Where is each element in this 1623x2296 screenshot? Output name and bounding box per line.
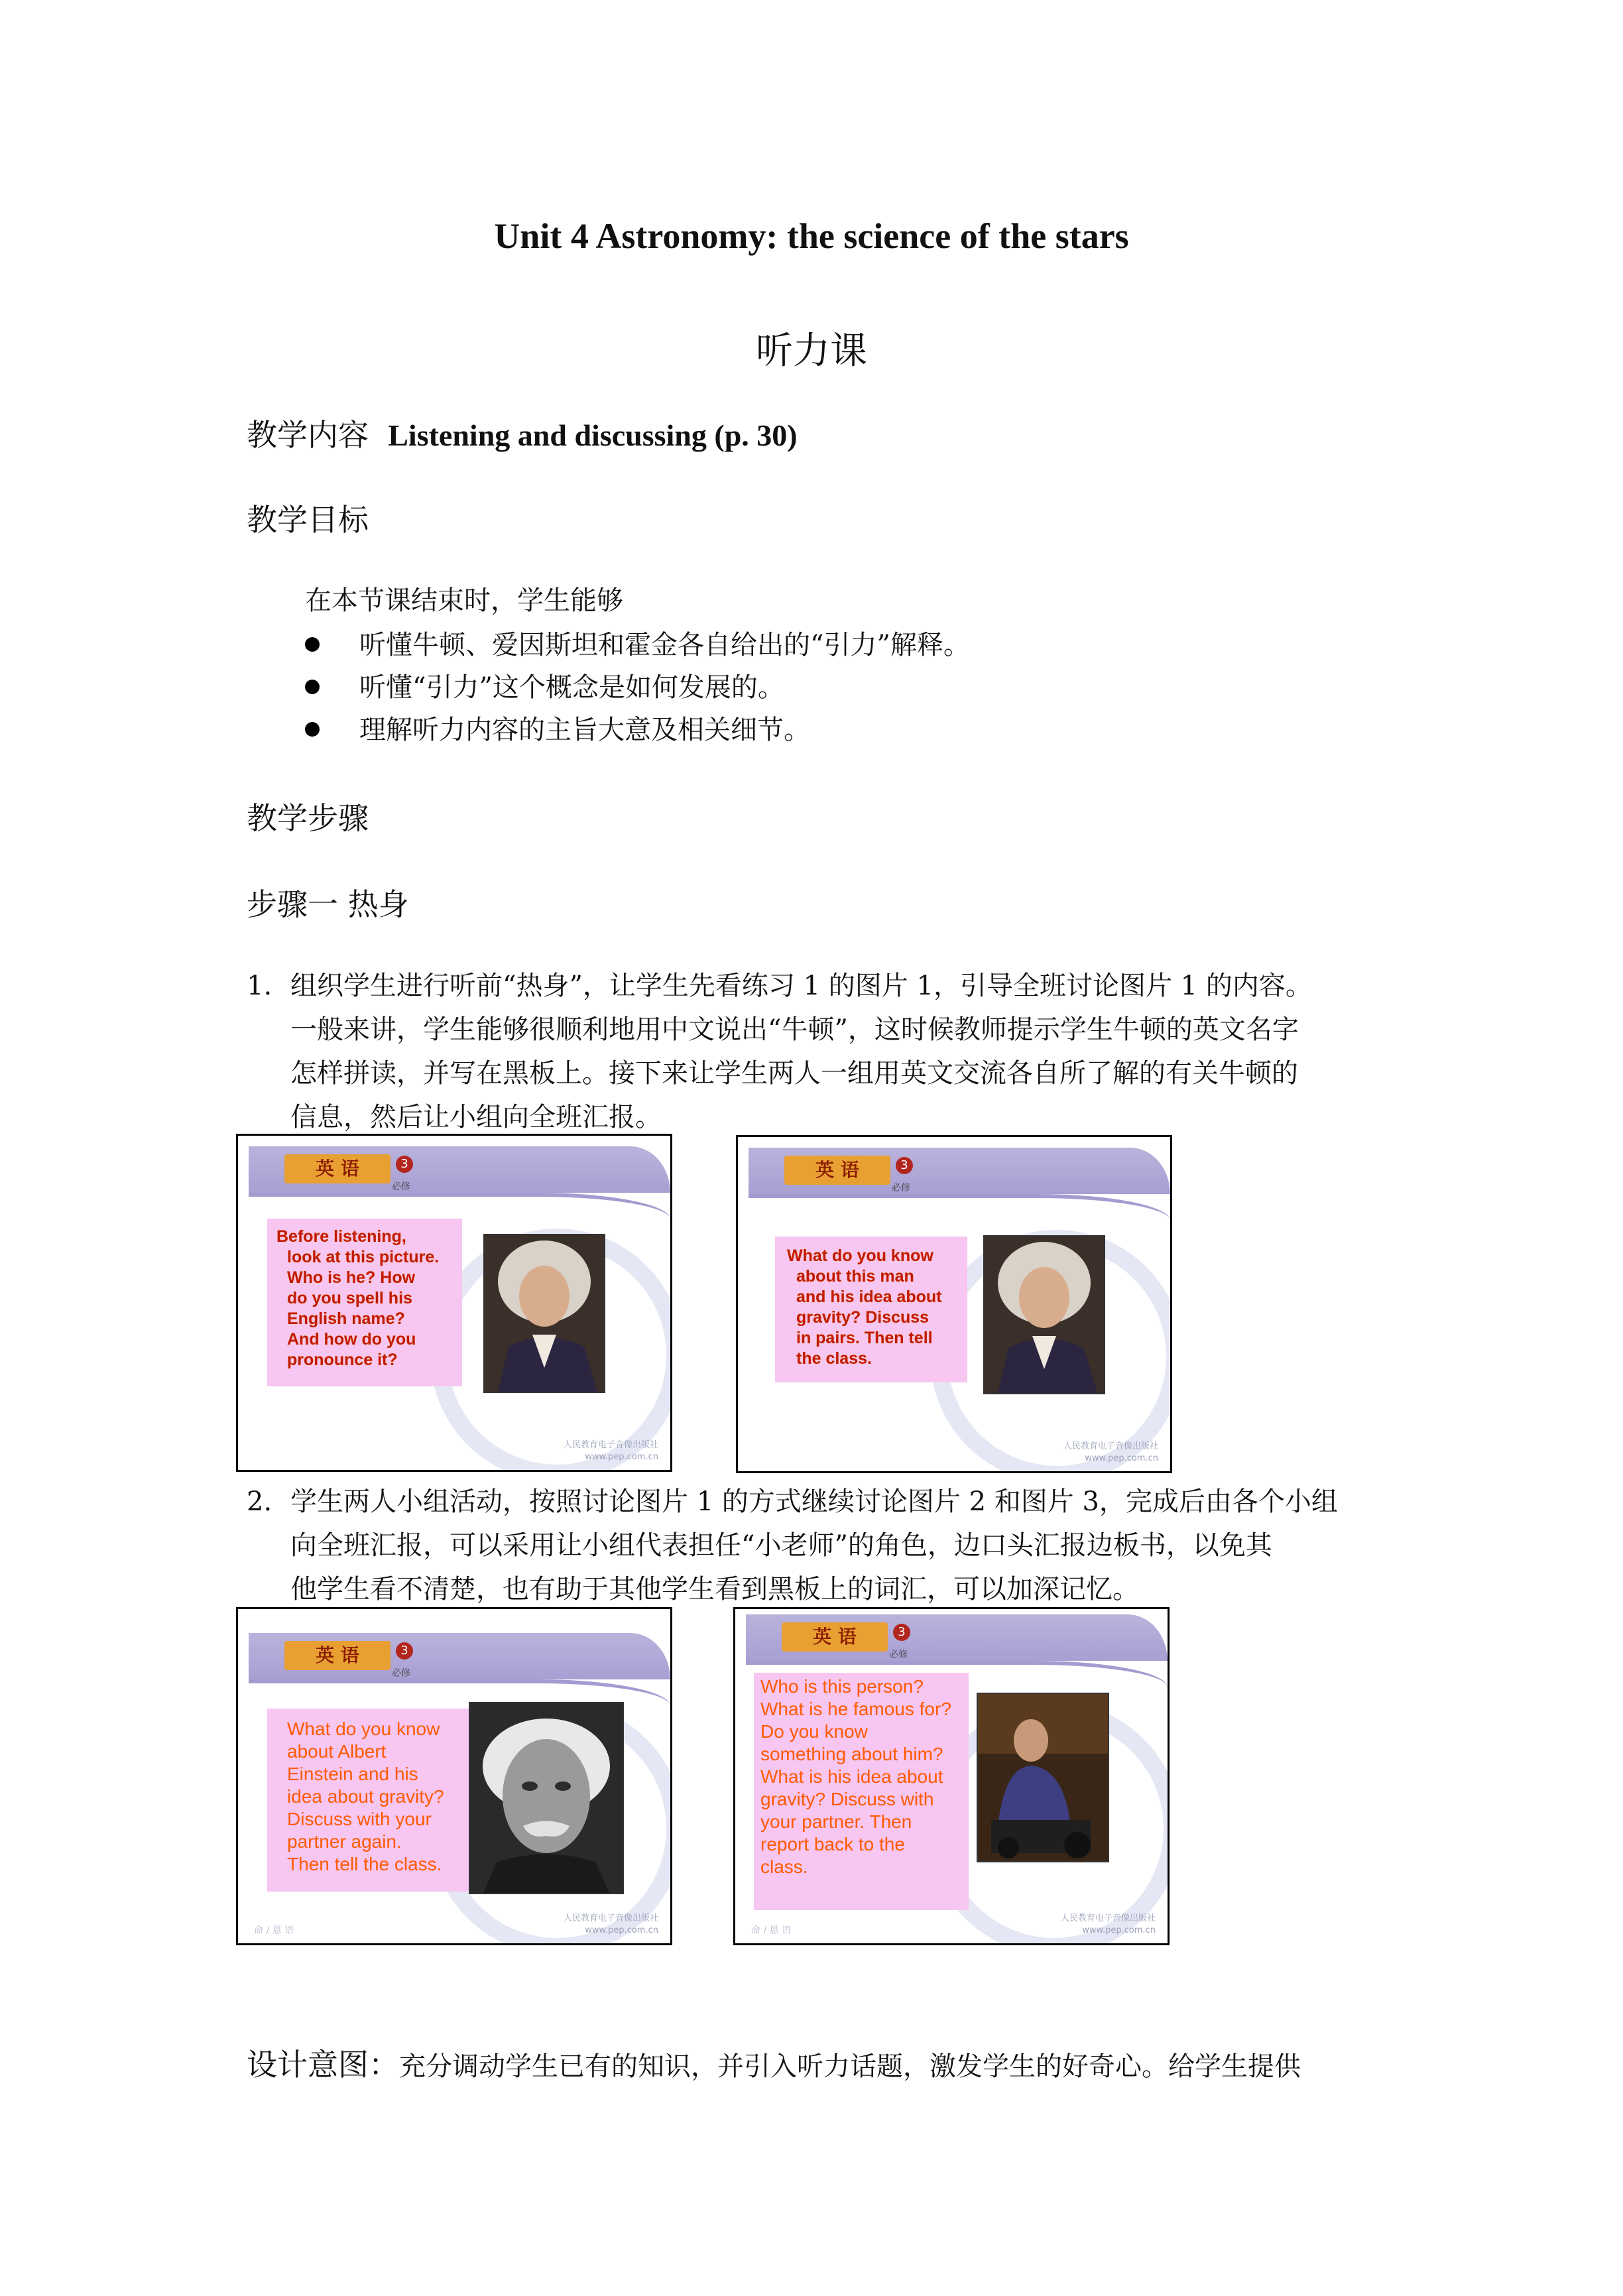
- volume-badge: 3: [396, 1642, 413, 1660]
- volume-badge: 3: [396, 1156, 413, 1173]
- bullet-icon: [305, 637, 320, 652]
- newton-portrait: [483, 1234, 605, 1393]
- slide-text-box: What do you know about Albert Einstein and his idea about gravity? Discuss with your partner again. Then tell the class.: [267, 1709, 469, 1892]
- step1-heading: 步骤一 热身: [247, 886, 409, 922]
- slide-newton-1: [236, 1134, 672, 1472]
- portrait-image: [470, 1703, 623, 1893]
- objectives-heading: 教学目标: [247, 502, 369, 538]
- content-label: 教学内容: [247, 417, 369, 453]
- item1-line: 信息，然后让小组向全班汇报。: [290, 1102, 662, 1132]
- logo-subtitle: 必修: [892, 1183, 910, 1193]
- steps-heading: 教学步骤: [247, 800, 369, 836]
- logo-subtitle: 必修: [889, 1650, 908, 1660]
- logo-subtitle: 必修: [392, 1181, 410, 1192]
- item2-number: 2.: [247, 1486, 272, 1517]
- textbook-logo: 英 语: [284, 1641, 391, 1670]
- slide-footer-left: 命 / 恩 语: [751, 1925, 792, 1936]
- objective-item: [305, 623, 970, 667]
- newton-portrait: [983, 1235, 1105, 1394]
- design-text: 充分调动学生已有的知识，并引入听力话题，激发学生的好奇心。给学生提供: [399, 2051, 1301, 2082]
- item2-line: 向全班汇报，可以采用让小组代表担任“小老师”的角色，边口头汇报边板书，以免其: [290, 1530, 1272, 1561]
- bullet-icon: [305, 680, 320, 694]
- volume-badge: 3: [896, 1157, 913, 1174]
- document-subtitle: 听力课: [756, 330, 867, 373]
- portrait-image: [485, 1235, 604, 1392]
- content-value: Listening and discussing (p. 30): [388, 418, 798, 452]
- slide-footer: 人民教育电子音像出版社 www.pep.com.cn: [1063, 1441, 1158, 1463]
- slide-footer: 人民教育电子音像出版社 www.pep.com.cn: [563, 1913, 658, 1935]
- slide-banner-curve: [749, 1194, 1170, 1221]
- slide-newton-2: [736, 1135, 1172, 1473]
- volume-badge: 3: [893, 1624, 910, 1641]
- slide-footer: 人民教育电子音像出版社 www.pep.com.cn: [563, 1440, 658, 1462]
- document-title: Unit 4 Astronomy: the science of the stars: [494, 216, 1129, 256]
- content-heading: [247, 411, 798, 455]
- item1-line: 怎样拼读，并写在黑板上。接下来让学生两人一组用英文交流各自所了解的有关牛顿的: [290, 1058, 1298, 1089]
- slide-einstein: [236, 1607, 672, 1945]
- textbook-logo: 英 语: [284, 1154, 391, 1183]
- design-intent: [247, 2041, 1301, 2085]
- objectives-intro: 在本节课结束时，学生能够: [305, 585, 623, 616]
- slide-footer: 人民教育电子音像出版社 www.pep.com.cn: [1060, 1913, 1156, 1935]
- hawking-portrait: [977, 1693, 1109, 1862]
- item1-line: 组织学生进行听前“热身”，让学生先看练习 1 的图片 1，引导全班讨论图片 1 的内容。: [290, 971, 1312, 1001]
- textbook-logo: 英 语: [784, 1156, 890, 1185]
- slide-text-box: Before listening, look at this picture. Who is he? How do you spell his English name? And how do you pronounce it?: [267, 1219, 462, 1386]
- slide-banner-curve: [249, 1193, 670, 1219]
- item2-line: 学生两人小组活动，按照讨论图片 1 的方式继续讨论图片 2 和图片 3，完成后由各个小组: [290, 1486, 1338, 1517]
- objective-text: 听懂牛顿、爱因斯坦和霍金各自给出的“引力”解释。: [359, 630, 970, 660]
- design-label: 设计意图：: [247, 2047, 399, 2083]
- einstein-portrait: [469, 1702, 624, 1894]
- portrait-image: [985, 1237, 1104, 1393]
- slide-text-box: Who is this person? What is he famous for? Do you know something about him? What is his idea about gravity? Discuss with your partner. Then report back to the class.: [754, 1673, 969, 1910]
- logo-subtitle: 必修: [392, 1668, 410, 1679]
- objective-text: 理解听力内容的主旨大意及相关细节。: [359, 715, 810, 745]
- slide-footer-left: 命 / 恩 语: [254, 1925, 294, 1936]
- objective-item: [305, 666, 784, 709]
- objective-text: 听懂“引力”这个概念是如何发展的。: [359, 672, 784, 703]
- bullet-icon: [305, 722, 320, 737]
- objective-item: [305, 708, 810, 752]
- slide-hawking: [733, 1607, 1170, 1945]
- item1-number: 1.: [247, 971, 272, 1001]
- item2-line: 他学生看不清楚，也有助于其他学生看到黑板上的词汇，可以加深记忆。: [290, 1574, 1139, 1604]
- item2-paragraph: [290, 1480, 1338, 1611]
- portrait-image: [978, 1694, 1108, 1861]
- item1-paragraph: [290, 964, 1312, 1139]
- slide-text-box: What do you know about this man and his idea about gravity? Discuss in pairs. Then tell the class.: [775, 1237, 967, 1382]
- textbook-logo: 英 语: [782, 1622, 888, 1652]
- item1-line: 一般来讲，学生能够很顺利地用中文说出“牛顿”，这时候教师提示学生牛顿的英文名字: [290, 1014, 1299, 1045]
